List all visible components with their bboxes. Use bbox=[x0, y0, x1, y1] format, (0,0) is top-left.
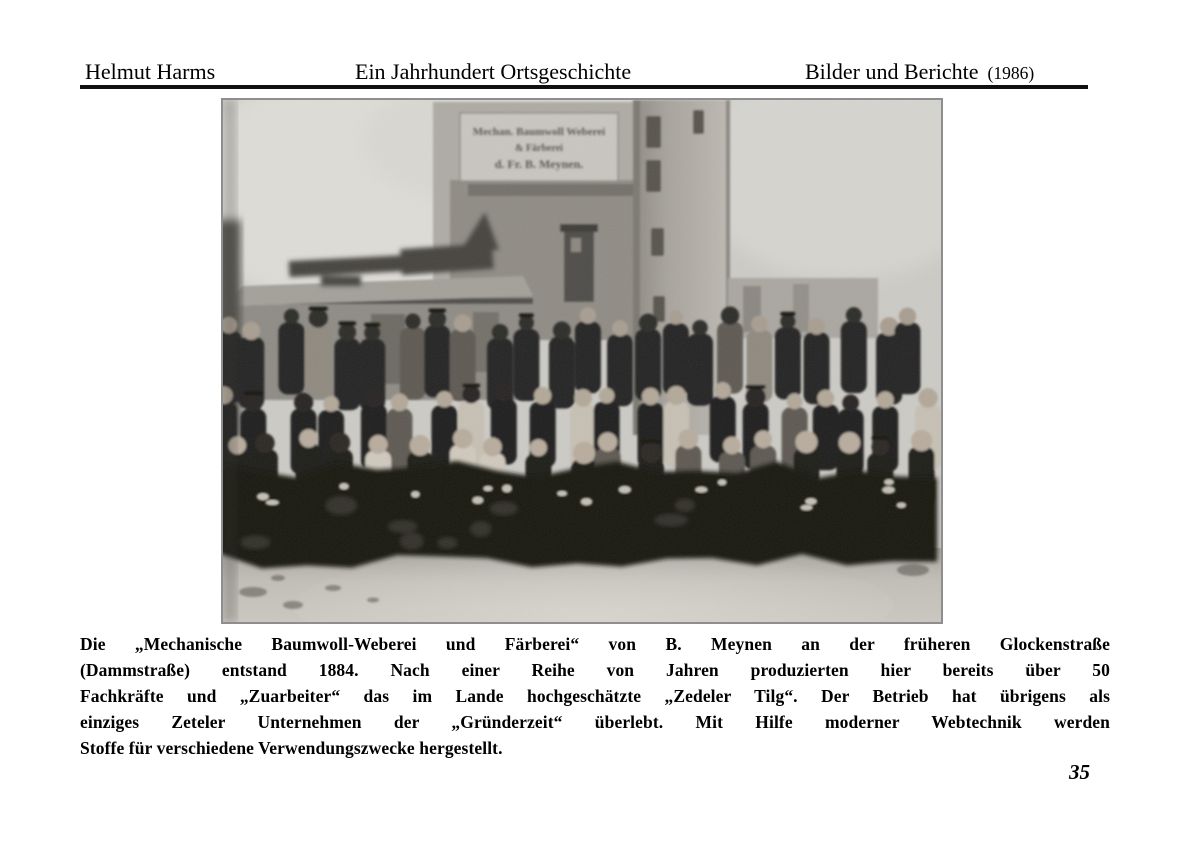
header-series-label: Bilder und Berichte bbox=[805, 59, 979, 84]
caption-line: einziges Zeteler Unternehmen der „Gründerzeit“ überlebt. Mit Hilfe moderner Webtechnik werden bbox=[80, 712, 1110, 732]
historical-photograph bbox=[221, 98, 943, 624]
header-series bbox=[805, 59, 1034, 85]
header-author: Helmut Harms bbox=[85, 59, 216, 84]
photo-caption bbox=[80, 631, 1110, 761]
header-rule bbox=[80, 85, 1088, 89]
caption-line: Die „Mechanische Baumwoll-Weberei und Färberei“ von B. Meynen an der früheren Glockenstraße bbox=[80, 634, 1110, 654]
caption-line: Stoffe für verschiedene Verwendungszwecke hergestellt. bbox=[80, 738, 503, 758]
page-number: 35 bbox=[1069, 760, 1090, 784]
caption-line: (Dammstraße) entstand 1884. Nach einer Reihe von Jahren produzierten hier bereits über 50 bbox=[80, 660, 1110, 680]
sign-line-1: Mechan. Baumwoll Weberei bbox=[472, 126, 606, 138]
factory-group-photo bbox=[223, 100, 941, 622]
header-book-title: Ein Jahrhundert Ortsgeschichte bbox=[355, 59, 632, 84]
header-year: (1986) bbox=[987, 63, 1035, 83]
photo-vignette bbox=[223, 100, 237, 622]
sign-line-2: & Färberei bbox=[515, 143, 563, 154]
caption-line: Fachkräfte und „Zuarbeiter“ das im Lande hochgeschätzte „Zedeler Tilg“. Der Betrieb hat übrigens als bbox=[80, 686, 1110, 706]
photo-grain bbox=[223, 100, 941, 622]
sign-line-3: d. Fr. B. Meynen. bbox=[494, 157, 584, 171]
